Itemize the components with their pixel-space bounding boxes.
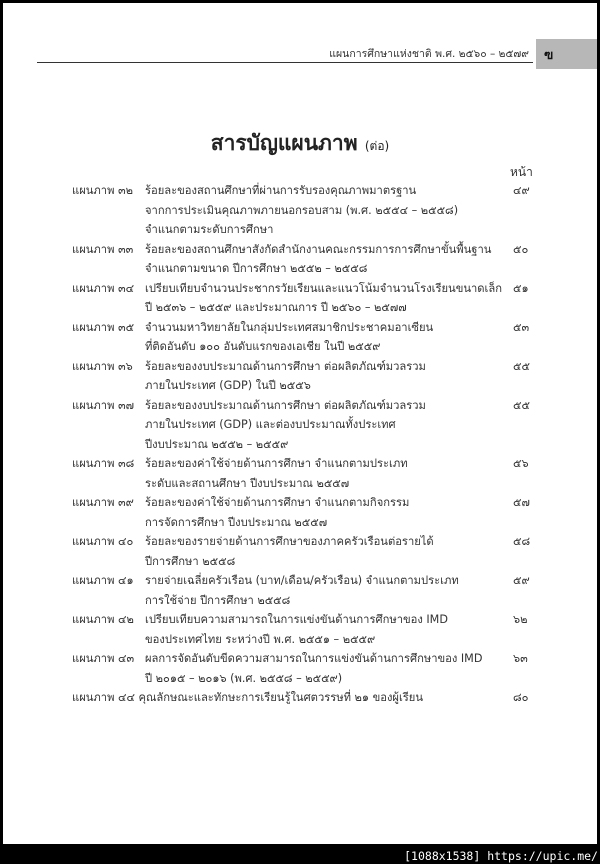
toc-entry-title [145, 318, 495, 357]
toc-entry-title-line: จำนวนมหาวิทยาลัยในกลุ่มประเทศสมาชิกประชาคมอาเซียน [145, 320, 434, 334]
toc-entry[interactable] [3, 688, 597, 708]
toc-entry-label: แผนภาพ ๔๓ [72, 652, 135, 665]
toc-entry-title [145, 571, 495, 610]
toc-entry-page: ๘๐ [513, 691, 529, 704]
running-title: แผนการศึกษาแห่งชาติ พ.ศ. ๒๕๖๐ – ๒๕๗๙ [329, 48, 529, 60]
toc-entry-label: แผนภาพ ๓๓ [72, 242, 134, 256]
page-number: ฃ [544, 48, 554, 63]
toc-entry-label: แผนภาพ ๓๙ [72, 496, 134, 509]
toc-entry-label: แผนภาพ ๓๗ [72, 398, 135, 412]
toc-entry-page: ๕๑ [513, 281, 529, 295]
toc-entry-page: ๕๗ [513, 496, 530, 509]
toc-entry-title [145, 240, 495, 279]
toc-entry-title-line: จำแนกตามระดับการศึกษา [145, 223, 274, 236]
toc-entry[interactable] [3, 610, 597, 649]
toc-entry-label: แผนภาพ ๓๒ [72, 184, 134, 197]
toc-entry-label: แผนภาพ ๓๖ [72, 359, 133, 373]
toc-entry-title-line: ปีงบประมาณ ๒๕๕๒ – ๒๕๕๙ [145, 437, 289, 451]
toc-entry-page: ๔๙ [513, 184, 530, 197]
toc-entry-title [145, 532, 495, 571]
toc-entry-page: ๕๖ [513, 457, 529, 470]
toc-entry[interactable] [3, 181, 597, 240]
toc-entry-page: ๖๓ [513, 652, 528, 665]
toc-entry-page: ๕๕ [513, 359, 530, 373]
toc-entry-page: ๕๘ [513, 535, 531, 548]
toc-entry[interactable] [3, 649, 597, 688]
toc-entry-title-line: เปรียบเทียบจำนวนประชากรวัยเรียนและแนวโน้มจำนวนโรงเรียนขนาดเล็ก [145, 281, 502, 295]
toc-entry-title [145, 610, 495, 649]
toc-entry[interactable] [3, 571, 597, 610]
toc-entry-title-line: จากการประเมินคุณภาพภายนอกรอบสาม (พ.ศ. ๒๕๕๔ – ๒๕๕๘) [145, 203, 459, 217]
header-rule [37, 62, 533, 63]
toc-entry[interactable] [3, 454, 597, 493]
toc-entry[interactable] [3, 279, 597, 318]
toc-entry-label: แผนภาพ ๓๔ [72, 281, 135, 295]
toc-entry-title-line: ภายในประเทศ (GDP) ในปี ๒๕๕๖ [145, 379, 311, 392]
toc-entry-title [145, 181, 495, 240]
toc-entry-label: แผนภาพ ๔๐ [72, 535, 134, 548]
toc-entry-label: แผนภาพ ๓๘ [72, 457, 135, 470]
image-watermark: [1088x1538] https://upic.me/ [404, 849, 598, 863]
page-column-label: หน้า [510, 165, 533, 179]
toc-entry-label: แผนภาพ ๓๕ [72, 320, 135, 334]
toc-entry-title [145, 357, 495, 396]
toc-entry-label: แผนภาพ ๔๒ [72, 613, 134, 626]
toc-entry-title-line: ผลการจัดอันดับขีดความสามารถในการแข่งขันด้านการศึกษาของ IMD [145, 652, 483, 665]
toc-entry-title-line: ร้อยละของรายจ่ายด้านการศึกษาของภาคครัวเรือนต่อรายได้ [145, 535, 434, 548]
toc-entry-title-line: รายจ่ายเฉลี่ยครัวเรือน (บาท/เดือน/ครัวเรือน) จำแนกตามประเภท [145, 574, 459, 587]
toc-entry[interactable] [3, 240, 597, 279]
toc-entry-title-line: ร้อยละของสถานศึกษาสังกัดสำนักงานคณะกรรมการการศึกษาขั้นพื้นฐาน [145, 242, 492, 256]
title-continued: (ต่อ) [364, 139, 390, 153]
toc-entry-title-line: ร้อยละของค่าใช้จ่ายด้านการศึกษา จำแนกตามประเภท [145, 457, 408, 470]
toc-entry-title-line: ภายในประเทศ (GDP) และต่องบประมาณทั้งประเทศ [145, 418, 396, 431]
toc-entry[interactable] [3, 396, 597, 455]
toc-entry-title-line: ร้อยละของงบประมาณด้านการศึกษา ต่อผลิตภัณฑ์มวลรวม [145, 398, 426, 412]
toc-entry[interactable] [3, 532, 597, 571]
toc-entry-title-line: การใช้จ่าย ปีการศึกษา ๒๕๕๘ [145, 593, 291, 607]
toc-entry-title-line: ร้อยละของสถานศึกษาที่ผ่านการรับรองคุณภาพมาตรฐาน [145, 184, 417, 197]
toc-entry-title-line: จำแนกตามขนาด ปีการศึกษา ๒๕๕๒ – ๒๕๕๘ [145, 262, 368, 275]
toc-entry-label: แผนภาพ ๔๑ [72, 574, 134, 587]
toc-entry-title-line: เปรียบเทียบความสามารถในการแข่งขันด้านการศึกษาของ IMD [145, 613, 448, 626]
toc-entry-page: ๕๙ [513, 574, 530, 587]
page-title [3, 127, 597, 160]
toc-entry-page: ๕๐ [513, 242, 529, 256]
toc-entry-title [145, 396, 495, 455]
table-of-figures [3, 181, 597, 708]
toc-entry-title-line: ปี ๒๕๓๖ – ๒๕๕๙ และประมาณการ ปี ๒๕๖๐ – ๒๕๗๗ [145, 301, 407, 314]
toc-entry-title-line: ร้อยละของงบประมาณด้านการศึกษา ต่อผลิตภัณฑ์มวลรวม [145, 359, 426, 373]
toc-entry-title-line: ร้อยละของค่าใช้จ่ายด้านการศึกษา จำแนกตามกิจกรรม [145, 496, 410, 509]
toc-entry-title: แผนภาพ ๔๔ คุณลักษณะและทักษะการเรียนรู้ในศตวรรษที่ ๒๑ ของผู้เรียน [72, 691, 423, 704]
document-page [3, 3, 597, 844]
toc-entry-title-line: ระดับและสถานศึกษา ปีงบประมาณ ๒๕๕๗ [145, 476, 350, 490]
toc-entry-title-line: ของประเทศไทย ระหว่างปี พ.ศ. ๒๕๕๑ – ๒๕๕๙ [145, 632, 376, 646]
toc-entry[interactable] [3, 493, 597, 532]
toc-entry-title [145, 649, 495, 688]
toc-entry-page: ๖๒ [513, 613, 528, 626]
toc-entry[interactable] [3, 318, 597, 357]
toc-entry-title-line: ปีการศึกษา ๒๕๕๘ [145, 554, 236, 568]
toc-entry-title [145, 279, 502, 318]
page-number-tab [536, 39, 597, 69]
toc-entry-page: ๕๓ [513, 320, 530, 334]
toc-entry-page: ๕๕ [513, 398, 530, 412]
toc-entry-title [145, 454, 495, 493]
running-header [3, 39, 597, 69]
toc-entry-title [145, 493, 495, 532]
title-main: สารบัญแผนภาพ [210, 131, 358, 155]
toc-entry-title-line: ปี ๒๐๑๕ – ๒๐๑๖ (พ.ศ. ๒๕๕๘ – ๒๕๕๙) [145, 671, 343, 685]
toc-entry-title-line: ที่ติดอันดับ ๑๐๐ อันดับแรกของเอเชีย ในปี ๒๕๕๙ [145, 340, 381, 353]
toc-entry[interactable] [3, 357, 597, 396]
toc-entry-title-line: การจัดการศึกษา ปีงบประมาณ ๒๕๕๗ [145, 515, 328, 529]
